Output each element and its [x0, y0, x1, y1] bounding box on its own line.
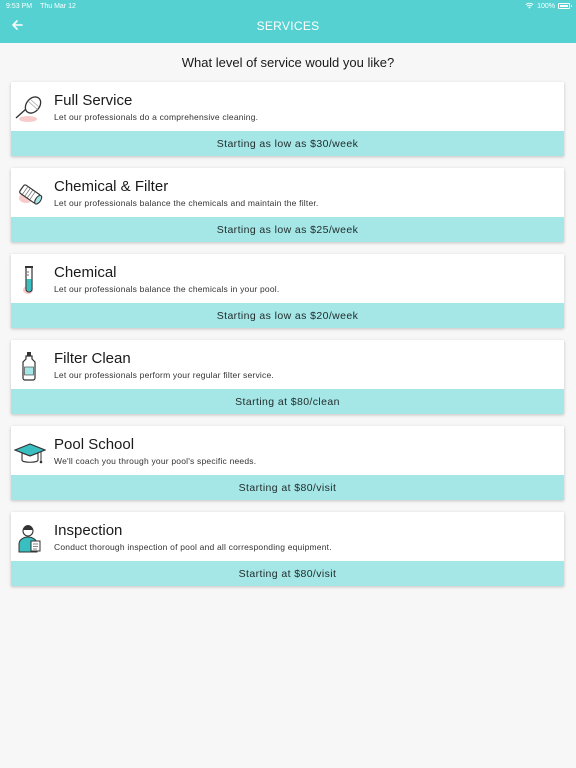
service-title: Inspection — [54, 522, 123, 539]
header-bar — [0, 0, 576, 43]
skimmer-net-icon — [14, 92, 46, 124]
wifi-icon — [525, 2, 534, 11]
filter-cartridge-icon — [14, 178, 46, 210]
battery-icon — [558, 3, 570, 9]
service-description: Let our professionals balance the chemicals and maintain the filter. — [54, 198, 319, 208]
service-card-filter-clean[interactable] — [11, 340, 564, 414]
service-price-button[interactable]: Starting as low as $25/week — [11, 217, 564, 242]
service-description: Conduct thorough inspection of pool and all corresponding equipment. — [54, 542, 332, 552]
service-title: Full Service — [54, 92, 133, 109]
service-description: We'll coach you through your pool's specific needs. — [54, 456, 257, 466]
service-card-chemical-filter[interactable] — [11, 168, 564, 242]
service-description: Let our professionals balance the chemicals in your pool. — [54, 284, 280, 294]
service-title: Pool School — [54, 436, 135, 453]
service-price-button[interactable]: Starting as low as $30/week — [11, 131, 564, 156]
page-title: SERVICES — [256, 19, 320, 33]
service-title: Chemical & Filter — [54, 178, 169, 195]
service-price-button[interactable]: Starting at $80/visit — [11, 475, 564, 500]
service-card-full-service[interactable] — [11, 82, 564, 156]
battery-percent: 100% — [537, 2, 555, 10]
service-description: Let our professionals do a comprehensive cleaning. — [54, 112, 259, 122]
service-title: Chemical — [54, 264, 117, 281]
service-title: Filter Clean — [54, 350, 131, 367]
service-card-inspection[interactable] — [11, 512, 564, 586]
service-price-button[interactable]: Starting at $80/clean — [11, 389, 564, 414]
status-bar — [0, 0, 576, 12]
service-level-question: What level of service would you like? — [181, 55, 395, 70]
status-date: Thu Mar 12 — [40, 2, 76, 10]
service-price-button[interactable]: Starting at $80/visit — [11, 561, 564, 586]
service-description: Let our professionals perform your regular filter service. — [54, 370, 274, 380]
chemical-bottle-icon — [14, 350, 46, 382]
status-time: 9:53 PM — [6, 2, 33, 10]
test-tube-icon — [14, 264, 46, 296]
graduation-cap-icon — [14, 436, 46, 468]
service-card-pool-school[interactable] — [11, 426, 564, 500]
service-price-button[interactable]: Starting as low as $20/week — [11, 303, 564, 328]
service-card-chemical[interactable] — [11, 254, 564, 328]
inspector-icon — [14, 522, 46, 554]
